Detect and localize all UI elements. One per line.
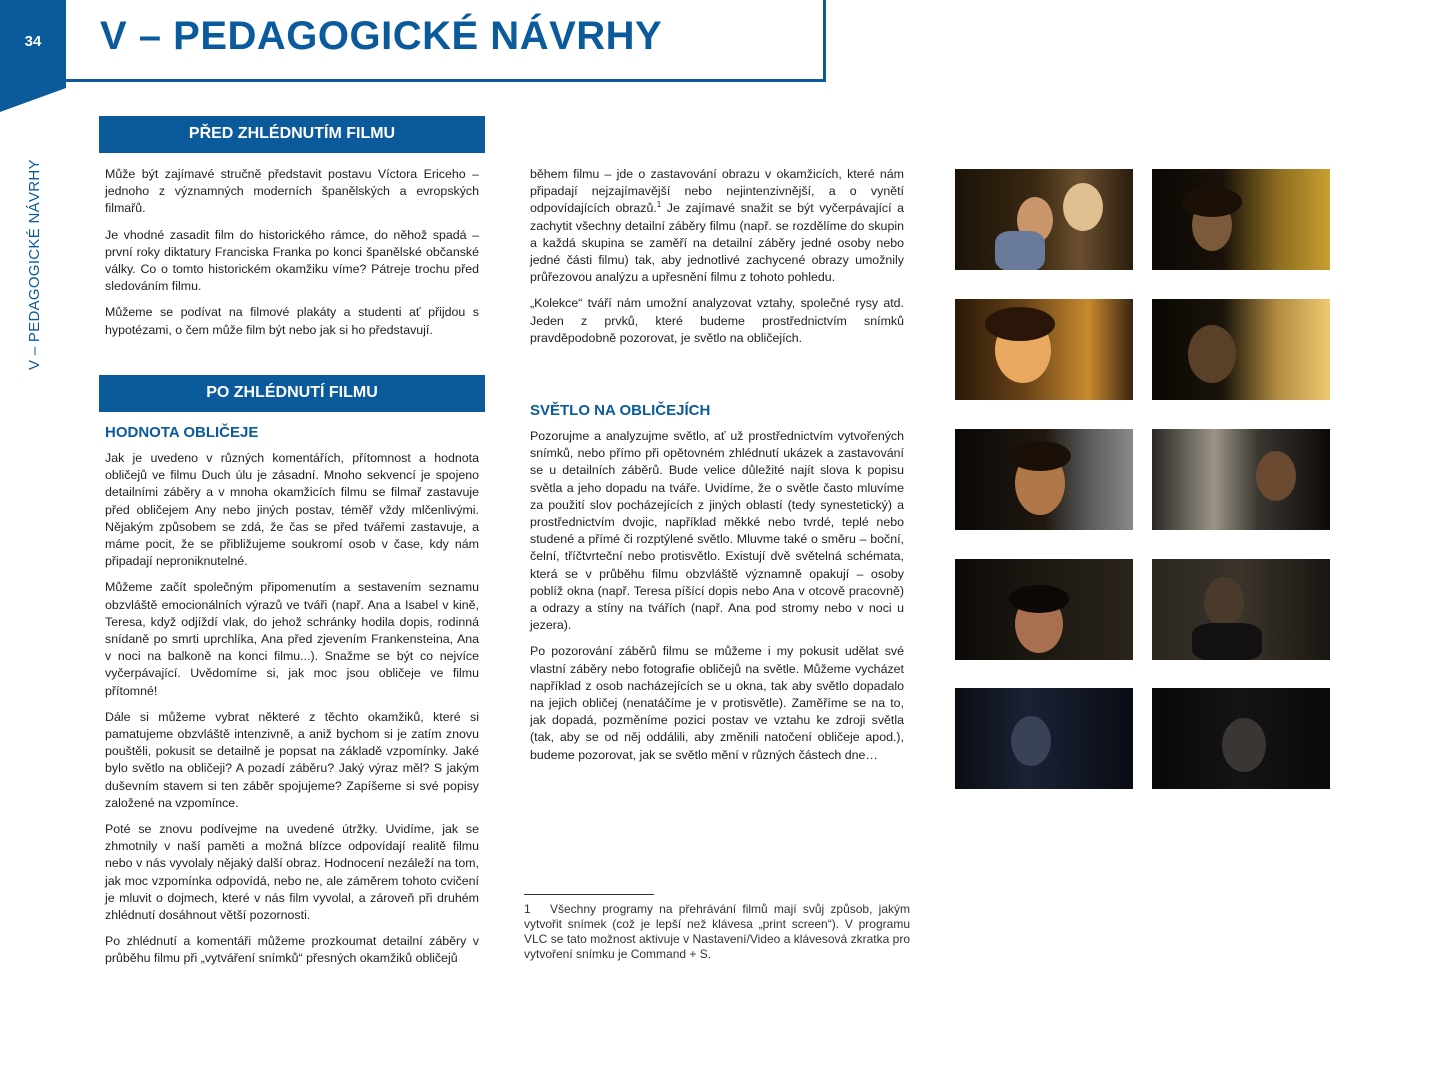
- paragraph-part: Je zajímavé snažit se být vyčerpávající a zachytit všechny detailní záběry filmu (např. se rozdělíme do skupin a každá skupina se zaměří na detailní záběry jedné osoby nebo jedné části filmu) tak, aby jednotlivé zachycené obrazy umožnily průřezovou analýzu a upřesnění filmu z tohoto pohledu.: [530, 201, 904, 285]
- paragraph: [530, 166, 904, 286]
- film-still-3: [955, 299, 1133, 400]
- paragraph: „Kolekce“ tváří nám umožní analyzovat vztahy, společné rysy atd. Jeden z prvků, které budeme prostřednictvím snímků pravděpodobně pozorovat, je světlo na obličejích.: [530, 296, 904, 345]
- paragraph: Poté se znovu podívejme na uvedené útržky. Uvidíme, jak se zhmotnily v naší paměti a možná blízce odpovídají realitě filmu nebo v nás vyvolaly nějaký další obraz. Hodnocení nezáleží na tom, jak moc vzpomínka odpovídá, nebo ne, ale záměrem tohoto cvičení je mluvit o dojmech, které v nás film vyvolal, a zároveň při druhém zhlédnutí dosáhnout větší pozornosti.: [105, 822, 479, 923]
- film-still-5: [955, 429, 1133, 530]
- page-number: 34: [24, 33, 42, 50]
- paragraph: Je vhodné zasadit film do historického rámce, do něhož spadá – první roky diktatury Franciska Franka po konci španělské občanské války. Co o tomto historickém okamžiku víme? Pátreje trochu před sledováním filmu.: [105, 227, 479, 294]
- section-heading-after: PO ZHLÉDNUTÍ FILMU: [99, 375, 485, 412]
- subheading-face-value: HODNOTA OBLIČEJE: [105, 424, 259, 441]
- footnote-ref[interactable]: 1: [656, 200, 662, 210]
- page-title: V – PEDAGOGICKÉ NÁVRHY: [100, 14, 663, 58]
- film-still-7: [955, 559, 1133, 660]
- footnote: [524, 902, 910, 962]
- paragraph: Jak je uvedeno v různých komentářích, přítomnost a hodnota obličejů ve filmu Duch úlu je zásadní. Mnoho sekvencí je spojeno detailními záběry a v mnoha okamžicích filmu se filmař zastavuje před obličejem Any nebo jiných postav, téměř vždy mlčenlivými. Nějakým způsobem se zdá, že čas se před tvářemi zastavuje, a máme pocit, že se přibližujeme soukromí osob v čase, kdy nám připadají neproniknutelné.: [105, 451, 479, 569]
- side-section-label: V – PEDAGOGICKÉ NÁVRHY: [26, 159, 43, 370]
- paragraph-part: během filmu – jde o zastavování obrazu v okamžicích, které nám připadají nejzajímavější nebo nejintenzivnější, a o vynětí odpovídajících obrazů.: [530, 167, 904, 216]
- subheading-light-on-faces: SVĚTLO NA OBLIČEJÍCH: [530, 402, 711, 419]
- after-text: [105, 450, 479, 977]
- paragraph: Můžeme se podívat na filmové plakáty a studenti ať přijdou s hypotézami, o čem může film být nebo jak si ho představují.: [105, 305, 479, 337]
- section-heading-before: PŘED ZHLÉDNUTÍM FILMU: [99, 116, 485, 153]
- film-still-9: [955, 688, 1133, 789]
- middle-text-top: [530, 166, 904, 356]
- film-still-4: [1152, 299, 1330, 400]
- paragraph: Může být zajímavé stručně představit postavu Víctora Ericeho – jednoho z významných moderních španělských a evropských filmařů.: [105, 167, 479, 216]
- footnote-text: Všechny programy na přehrávání filmů mají svůj způsob, jakým vytvořit snímek (což je lepší než klávesa „print screen“). V programu VLC se tato možnost aktivuje v Nastavení/Video a klávesová zkratka pro vytvoření snímku je Command + S.: [524, 902, 910, 961]
- paragraph: Pozorujme a analyzujme světlo, ať už prostřednictvím vytvořených snímků, nebo přímo při opětovném zhlédnutí ukázek a zastavování se u detailních záběrů. Bude velice důležité najít slova k popisu světla a jeho dopadu na tváře. Uvidíme, že o světle často mluvíme za použití slov pocházejících z jiných oblastí (tedy synestetický) a prostřednictvím dvojic, například měkké nebo tvrdé, teplé nebo studené a přímé či rozptýlené světlo. Mluvme také o směru – boční, čelní, tříčtvrteční nebo protisvětlo. Existují dvě světelná schémata, která se v průběhu filmu obzvláště významně opakují – osoby poblíž okna (např. Teresa píšící dopis nebo Ana v otcově pracovně) a odrazy a stíny na tvářích (např. Ana pod stromy nebo v noci u jezera).: [530, 429, 904, 633]
- film-still-10: [1152, 688, 1330, 789]
- film-still-6: [1152, 429, 1330, 530]
- film-still-2: [1152, 169, 1330, 270]
- footnote-number: 1: [524, 902, 531, 916]
- page-number-tab-tip: [0, 88, 66, 112]
- paragraph: Po zhlédnutí a komentáři můžeme prozkoumat detailní záběry v průběhu filmu při „vytváření snímků“ přesných okamžiků obličejů: [105, 934, 479, 966]
- film-still-1: [955, 169, 1133, 270]
- paragraph: Můžeme začít společným připomenutím a sestavením seznamu obzvláště emocionálních výrazů ve tváři (např. Ana a Isabel v kině, Teresa, když odjíždí vlak, do jehož schránky hodila dopis, rodinná snídaně po smrti uprchlíka, Ana před zjevením Frankensteina, Ana v noci na balkoně na konci filmu...). Snažme se být co nejvíce vyčerpávající. Uvědomíme si, jak moc jsou obličeje ve filmu přítomné!: [105, 580, 479, 698]
- film-still-8: [1152, 559, 1330, 660]
- paragraph: Po pozorování záběrů filmu se můžeme i my pokusit udělat své vlastní záběry nebo fotografie obličejů na světle. Můžeme vycházet například z osob nacházejících se u okna, tak aby světlo dopadalo na jejich obličej (nenatáčíme je v protisvětle). Zaměříme se na to, jak dopadá, pozměníme pozici postav ve vztahu ke zdroji světla (tak, aby se od něj oddálili, aby změnili natočení obličeje apod.), budeme pozorovat, jak se světlo mění v různých částech dne…: [530, 644, 904, 762]
- paragraph: Dále si můžeme vybrat některé z těchto okamžiků, které si pamatujeme obzvláště intenzivně, a aniž bychom si je zatím znovu pouštěli, pokusit se detailně je popsat na základě vzpomínky. Jaké bylo světlo na obličeji? A pozadí záběru? Jaký výraz měl? S jakým duševním stavem si ten záběr spojujeme? Zapíšeme si své popisy založené na vzpomínce.: [105, 709, 479, 810]
- middle-text-bottom: [530, 428, 904, 773]
- footnote-divider: [524, 894, 654, 895]
- before-text: [105, 166, 479, 348]
